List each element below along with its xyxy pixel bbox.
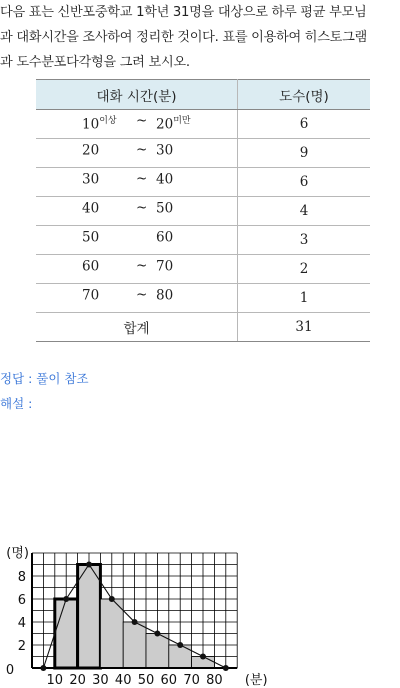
range-tilde	[136, 113, 147, 129]
y-tick-label: 2	[17, 639, 26, 654]
frequency-cell: 6	[238, 168, 371, 197]
lo-qualifier: 이상	[99, 116, 117, 126]
table-total-row	[36, 313, 370, 342]
table-row	[36, 110, 370, 139]
polygon-point	[223, 665, 229, 671]
table-row	[36, 139, 370, 168]
time-range-cell	[36, 168, 238, 197]
lo-value: 70	[82, 287, 100, 304]
range-lo	[82, 142, 99, 159]
hi-value: 30	[156, 142, 174, 159]
histogram-bar	[123, 622, 146, 668]
total-label: 합계	[36, 313, 238, 342]
x-tick-label: 20	[69, 673, 86, 688]
x-tick-label: 50	[137, 673, 155, 688]
polygon-point	[177, 642, 183, 648]
table-header-row	[36, 80, 370, 110]
table-row	[36, 255, 370, 284]
hi-value: 20	[156, 116, 174, 133]
origin-label: 0	[5, 663, 15, 678]
time-range-cell	[36, 110, 238, 139]
tilde-value: ~	[136, 171, 148, 187]
x-tick-label: 80	[206, 673, 223, 688]
frequency-cell: 3	[238, 226, 371, 255]
x-tick-label: 30	[92, 673, 109, 688]
polygon-point	[132, 619, 138, 625]
hi-value: 60	[156, 229, 174, 246]
table-row	[36, 168, 370, 197]
range-tilde	[136, 200, 147, 216]
tilde-value: ~	[136, 200, 148, 216]
y-tick-label: 8	[17, 570, 26, 585]
range-hi	[156, 113, 191, 133]
range-lo	[82, 200, 99, 217]
polygon-point	[86, 562, 92, 568]
time-range-cell	[36, 139, 238, 168]
range-lo	[82, 113, 117, 133]
lo-value: 30	[82, 171, 100, 188]
range-lo	[82, 171, 99, 188]
total-value: 31	[238, 313, 371, 342]
histogram-bar	[78, 565, 101, 669]
y-axis-label: (명)	[6, 546, 29, 561]
polygon-point	[154, 631, 160, 637]
tilde-value: ~	[136, 258, 148, 274]
table-row	[36, 226, 370, 255]
hi-value: 40	[156, 171, 174, 188]
problem-line: 과 대화시간을 조사하여 정리한 것이다. 표를 이용하여 히스토그램	[0, 30, 367, 45]
hi-value: 80	[156, 287, 174, 304]
x-tick-label: 70	[183, 673, 200, 688]
hi-qualifier: 미만	[173, 116, 191, 126]
range-tilde	[136, 287, 147, 303]
range-tilde	[136, 142, 147, 158]
time-range-cell	[36, 226, 238, 255]
time-range-cell	[36, 284, 238, 313]
range-hi	[156, 258, 173, 275]
range-lo	[82, 229, 99, 246]
frequency-cell: 1	[238, 284, 371, 313]
x-tick-label: 10	[46, 673, 64, 688]
range-hi	[156, 287, 173, 304]
frequency-cell: 4	[238, 197, 371, 226]
hi-value: 50	[156, 200, 174, 217]
problem-line: 과 도수분포다각형을 그려 보시오.	[0, 55, 190, 70]
frequency-cell: 9	[238, 139, 371, 168]
header-time: 대화 시간(분)	[36, 80, 238, 110]
polygon-point	[63, 596, 69, 602]
x-axis-label: (분)	[244, 673, 268, 688]
histogram-bar	[55, 599, 78, 668]
tilde-value: ~	[136, 142, 148, 158]
range-lo	[82, 258, 99, 275]
time-range-cell	[36, 255, 238, 284]
range-hi	[156, 229, 173, 246]
histogram-chart	[0, 420, 400, 688]
header-frequency: 도수(명)	[238, 80, 371, 110]
answer-label: 정답 : 풀이 참조	[0, 371, 89, 386]
x-tick-label: 40	[114, 673, 132, 688]
frequency-table	[36, 79, 370, 342]
table-row	[36, 197, 370, 226]
lo-value: 40	[82, 200, 100, 217]
lo-value: 50	[82, 229, 100, 246]
range-lo	[82, 287, 99, 304]
problem-text	[0, 0, 400, 75]
polygon-point	[109, 596, 115, 602]
frequency-cell: 6	[238, 110, 371, 139]
table-row	[36, 284, 370, 313]
y-tick-label: 4	[17, 616, 26, 631]
lo-value: 60	[82, 258, 100, 275]
histogram-bar	[100, 599, 123, 668]
polygon-point	[40, 665, 46, 671]
range-hi	[156, 200, 173, 217]
hi-value: 70	[156, 258, 174, 275]
time-range-cell	[36, 197, 238, 226]
x-tick-label: 60	[160, 673, 178, 688]
histogram-bar	[146, 634, 169, 669]
range-tilde	[136, 258, 147, 274]
frequency-cell: 2	[238, 255, 371, 284]
range-hi	[156, 171, 173, 188]
range-tilde	[136, 171, 147, 187]
lo-value: 10	[82, 116, 100, 133]
range-hi	[156, 142, 173, 159]
explanation-label: 해설 :	[0, 396, 33, 411]
lo-value: 20	[82, 142, 100, 159]
tilde-value: ~	[136, 113, 148, 129]
tilde-value: ~	[136, 287, 148, 303]
y-tick-label: 6	[17, 593, 26, 608]
problem-line: 다음 표는 신반포중학교 1학년 31명을 대상으로 하루 평균 부모님	[0, 5, 367, 20]
polygon-point	[200, 654, 206, 660]
